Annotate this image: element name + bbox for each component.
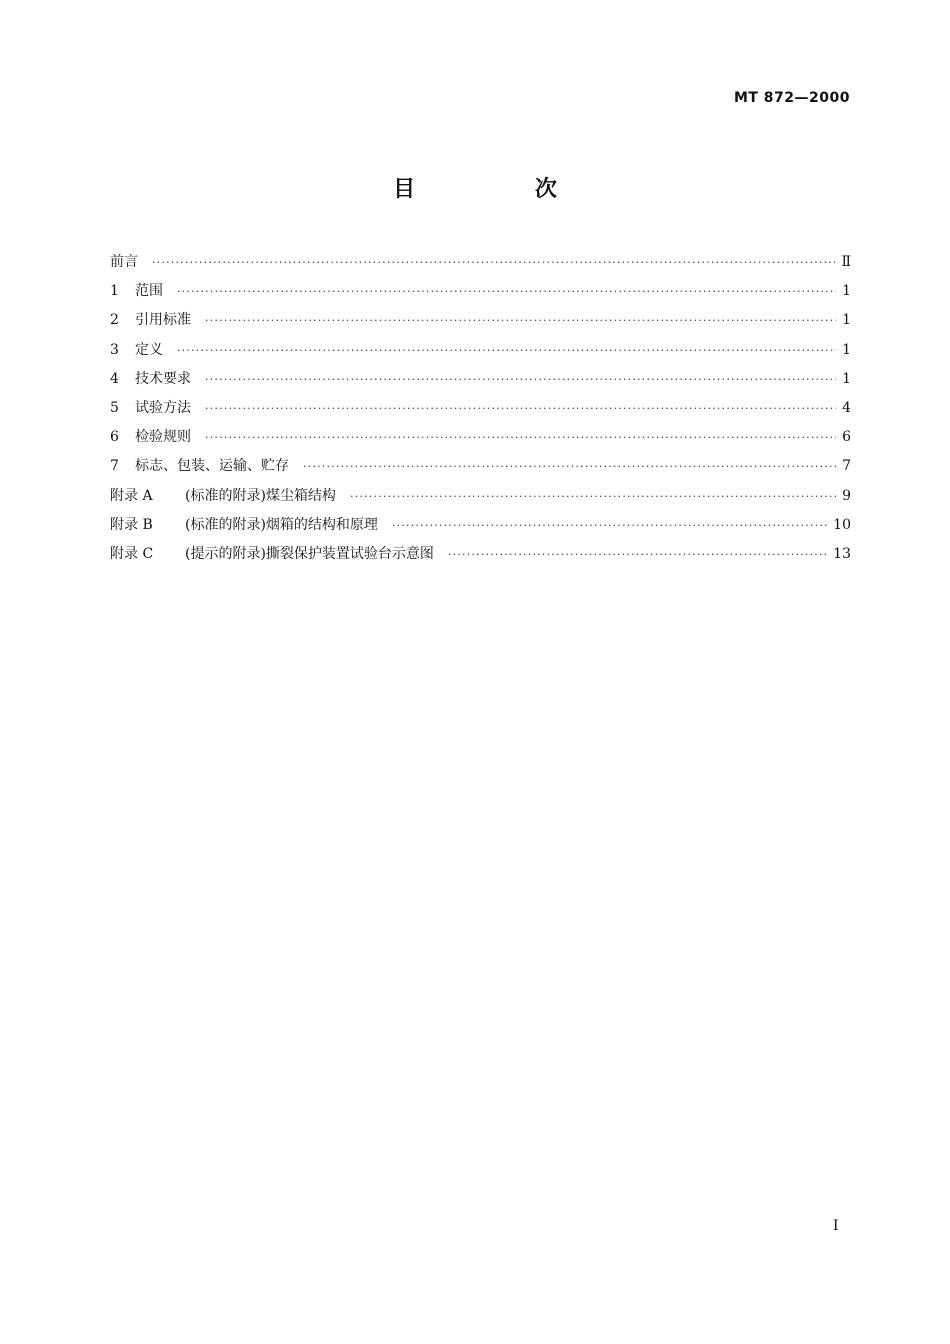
toc-entry-number: 4 — [110, 370, 119, 387]
toc-entry-appendix-b[interactable] — [110, 511, 851, 540]
toc-entry-page: 10 — [833, 516, 851, 533]
toc-entry-number: 附录 B — [110, 516, 153, 533]
toc-entry-5[interactable] — [110, 394, 851, 423]
toc-entry-number: 3 — [110, 341, 119, 358]
dot-leader — [392, 511, 827, 540]
toc-entry-number: 1 — [110, 283, 119, 300]
toc-entry-4[interactable] — [110, 365, 851, 394]
toc-entry-7[interactable] — [110, 452, 851, 481]
toc-entry-page: 9 — [842, 487, 851, 504]
toc-entry-label: 引用标准 — [135, 312, 191, 329]
dot-leader — [350, 482, 836, 511]
toc-entry-label: 检验规则 — [135, 429, 191, 446]
dot-leader — [177, 336, 836, 365]
toc-entry-label: 前言 — [110, 254, 138, 270]
toc-entry-3[interactable] — [110, 336, 851, 365]
page-number: I — [833, 1218, 839, 1234]
toc-entry-2[interactable] — [110, 306, 851, 335]
toc-entry-page: 1 — [842, 341, 851, 358]
toc-entry-page: 13 — [833, 545, 851, 562]
dot-leader — [205, 306, 836, 335]
toc-entry-number: 附录 C — [110, 545, 154, 562]
toc-entry-label: 技术要求 — [135, 370, 191, 387]
toc-entry-page: 7 — [842, 458, 851, 475]
toc-entry-label: 标志、包装、运输、贮存 — [135, 458, 289, 475]
toc-entry-appendix-a[interactable] — [110, 482, 851, 511]
standard-code: MT 872—2000 — [733, 90, 850, 106]
page-title: 目 次 — [393, 177, 613, 202]
dot-leader — [205, 423, 836, 452]
toc-entry-page: Ⅱ — [841, 254, 851, 270]
toc-entry-page: 1 — [842, 312, 851, 329]
toc-entry-page: 1 — [842, 283, 851, 300]
dot-leader — [152, 248, 835, 277]
toc-entry-number: 6 — [110, 429, 119, 446]
table-of-contents — [110, 248, 851, 569]
toc-entry-number: 7 — [110, 458, 119, 475]
toc-entry-number: 附录 A — [110, 487, 153, 504]
dot-leader — [205, 394, 836, 423]
toc-entry-1[interactable] — [110, 277, 851, 306]
dot-leader — [303, 452, 836, 481]
toc-entry-page: 6 — [842, 429, 851, 446]
toc-entry-label: (提示的附录)撕裂保护装置试验台示意图 — [185, 545, 434, 562]
toc-entry-label: 试验方法 — [135, 399, 191, 416]
dot-leader — [448, 540, 827, 569]
toc-entry-number: 2 — [110, 312, 119, 329]
toc-entry-label: 定义 — [135, 341, 163, 358]
toc-entry-label: 范围 — [135, 283, 163, 300]
dot-leader — [177, 277, 836, 306]
toc-entry-6[interactable] — [110, 423, 851, 452]
toc-entry-page: 4 — [842, 399, 851, 416]
toc-entry-number: 5 — [110, 399, 119, 416]
toc-entry-page: 1 — [842, 370, 851, 387]
dot-leader — [205, 365, 836, 394]
toc-entry-appendix-c[interactable] — [110, 540, 851, 569]
toc-entry-label: (标准的附录)煤尘箱结构 — [185, 487, 336, 504]
toc-entry-foreword[interactable] — [110, 248, 851, 277]
toc-entry-label: (标准的附录)烟箱的结构和原理 — [185, 516, 378, 533]
